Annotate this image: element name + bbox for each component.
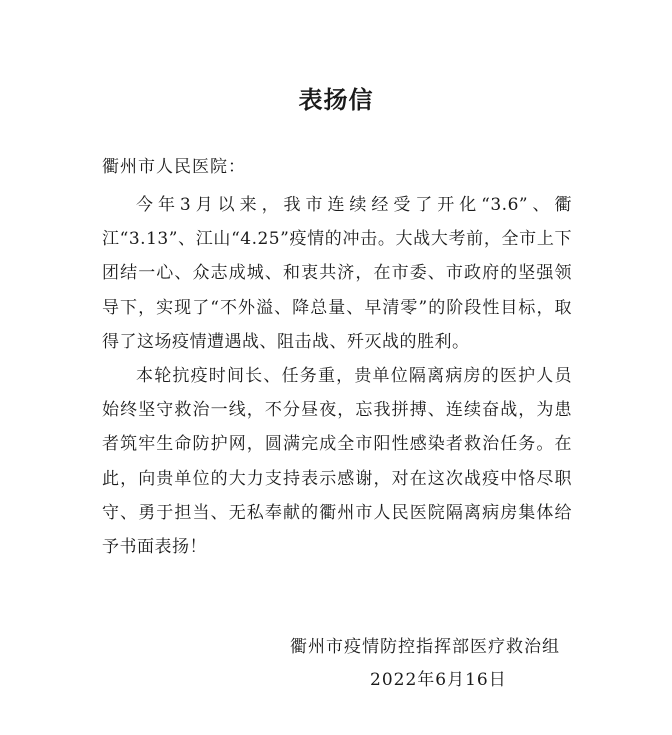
salutation: 衢州市人民医院： [102, 157, 246, 177]
letter-body [102, 188, 572, 564]
letter-title: 表扬信 [298, 86, 374, 114]
signature: 衢州市疫情防控指挥部医疗救治组 [290, 637, 560, 657]
paragraph-1: 今年3月以来，我市连续经受了开化“3.6”、衢江“3.13”、江山“4.25”疫情的冲击。大战大考前，全市上下团结一心、众志成城、和衷共济，在市委、市政府的坚强领导下，实现了“不外溢、降总量、早清零”的阶段性目标，取得了这场疫情遭遇战、阻击战、歼灭战的胜利。 [102, 195, 572, 352]
date: 2022年6月16日 [370, 670, 507, 690]
paragraph-2: 本轮抗疫时间长、任务重，贵单位隔离病房的医护人员始终坚守救治一线，不分昼夜，忘我拼搏、连续奋战，为患者筑牢生命防护网，圆满完成全市阳性感染者救治任务。在此，向贵单位的大力支持表示感谢，对在这次战疫中恪尽职守、勇于担当、无私奉献的衢州市人民医院隔离病房集体给予书面表扬！ [102, 366, 572, 558]
